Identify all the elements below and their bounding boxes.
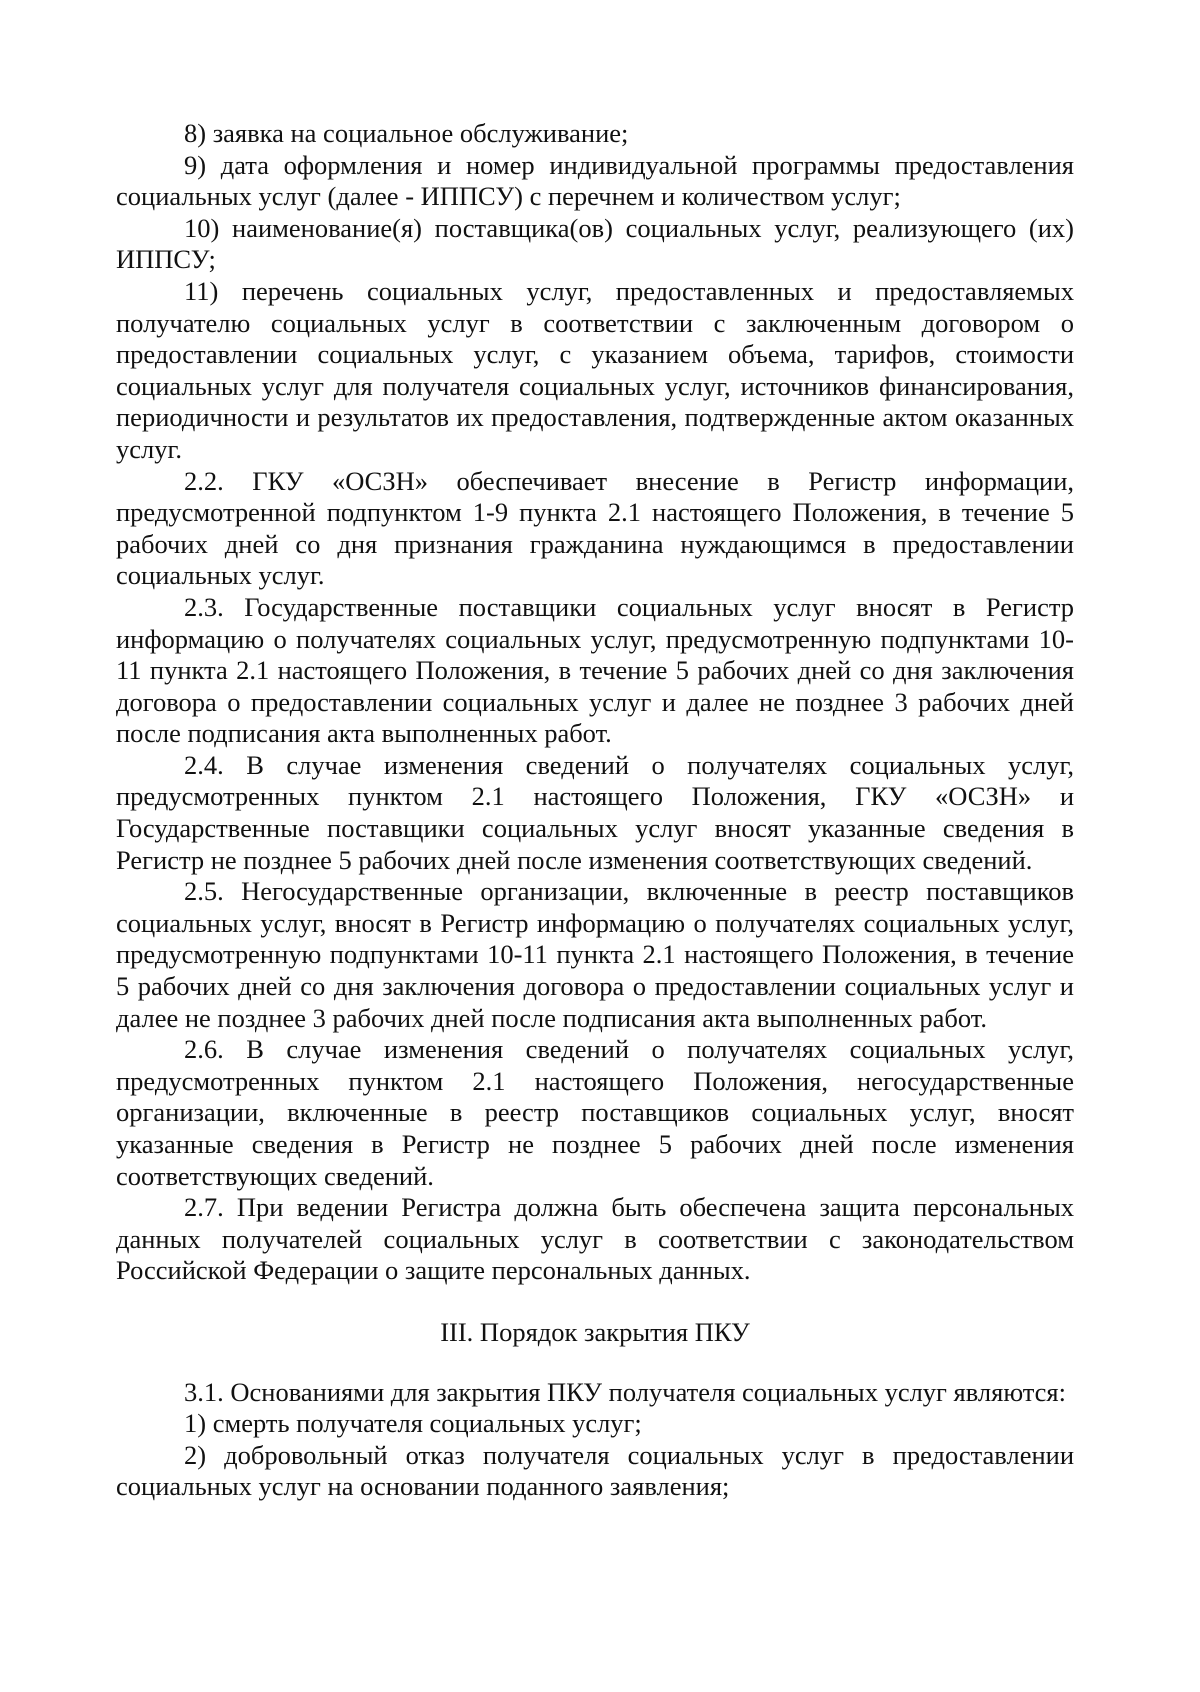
paragraph-2-2: 2.2. ГКУ «ОСЗН» обеспечивает внесение в Регистр информации, предусмотренной подпунктом 1-9 пункта 2.1 настоящего Положения, в течение 5 рабочих дней со дня признания гражданина нуждающимся в предоставлении социальных услуг. [116,465,1074,591]
paragraph-2-3: 2.3. Государственные поставщики социальных услуг вносят в Регистр информацию о получателях социальных услуг, предусмотренную подпунктами 10-11 пункта 2.1 настоящего Положения, в течение 5 рабочих дней со дня заключения договора о предоставлении социальных услуг и далее не позднее 3 рабочих дней после подписания акта выполненных работ. [116,591,1074,749]
document-page [116,118,1074,1503]
paragraph-3-1: 3.1. Основаниями для закрытия ПКУ получателя социальных услуг являются: [184,1376,1066,1407]
paragraph-2-6: 2.6. В случае изменения сведений о получателях социальных услуг, предусмотренных пунктом 2.1 настоящего Положения, негосударственные организации, включенные в реестр поставщиков социальных услуг, вносят указанные сведения в Регистр не позднее 5 рабочих дней после изменения соответствующих сведений. [116,1034,1074,1191]
paragraph-2-5: 2.5. Негосударственные организации, включенные в реестр поставщиков социальных услуг, вносят в Регистр информацию о получателях социальных услуг, предусмотренную подпунктами 10-11 пункта 2.1 настоящего Положения, в течение 5 рабочих дней со дня заключения договора о предоставлении социальных услуг и далее не позднее 3 рабочих дней после подписания акта выполненных работ. [116,876,1074,1033]
paragraph-2-7: 2.7. При ведении Регистра должна быть обеспечена защита персональных данных получателей социальных услуг в соответствии с законодательством Российской Федерации о защите персональных данных. [116,1192,1074,1286]
list-item-8: 8) заявка на социальное обслуживание; [184,118,629,148]
list-item-9: 9) дата оформления и номер индивидуальной программы предоставления социальных услуг (далее - ИППСУ) с перечнем и количеством услуг; [116,149,1074,212]
list-item-3-1-2: 2) добровольный отказ получателя социальных услуг в предоставлении социальных услуг на основании поданного заявления; [116,1439,1074,1502]
list-item-10: 10) наименование(я) поставщика(ов) социальных услуг, реализующего (их) ИППСУ; [116,212,1074,275]
list-item-11: 11) перечень социальных услуг, предоставленных и предоставляемых получателю социальных услуг в соответствии с заключенным договором о предоставлении социальных услуг, с указанием объема, тарифов, стоимости социальных услуг для получателя социальных услуг, источников финансирования, периодичности и результатов их предоставления, подтвержденные актом оказанных услуг. [116,275,1074,464]
list-item-3-1-1: 1) смерть получателя социальных услуг; [184,1408,642,1439]
paragraph-2-4: 2.4. В случае изменения сведений о получателях социальных услуг, предусмотренных пунктом 2.1 настоящего Положения, ГКУ «ОСЗН» и Государственные поставщики социальных услуг вносят указанные сведения в Регистр не позднее 5 рабочих дней после изменения соответствующих сведений. [116,749,1074,875]
section-heading: III. Порядок закрытия ПКУ [440,1316,750,1347]
